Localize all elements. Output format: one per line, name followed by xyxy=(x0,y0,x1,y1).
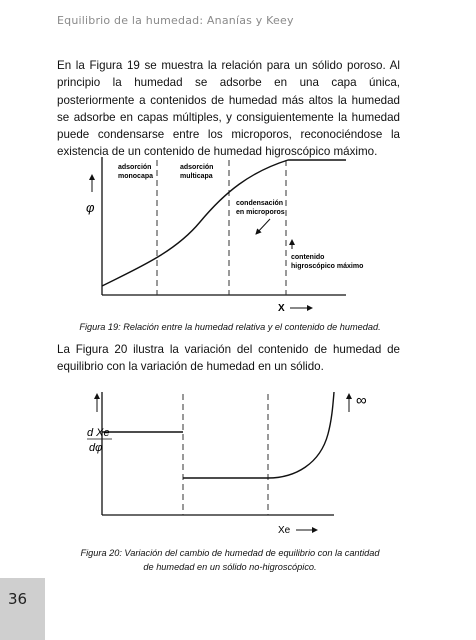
figure-20-caption-line-1: Figura 20: Variación del cambio de humedad de equilibrio con la cantidad xyxy=(80,548,380,558)
fig20-x-label: Xe xyxy=(278,525,291,536)
fig19-label-monolayer-2: monocapa xyxy=(118,173,154,180)
fig20-y-label-denominator: dφ xyxy=(89,442,103,454)
figure-19-caption: Figura 19: Relación entre la humedad relativa y el contenido de humedad. xyxy=(79,322,381,332)
figure-20-diagram xyxy=(80,384,380,544)
figure-19-diagram xyxy=(80,152,370,314)
fig19-label-multilayer-1: adsorción xyxy=(180,164,214,171)
fig19-label-multilayer-2: multicapa xyxy=(180,173,213,180)
fig20-y-label-numerator: d Xe xyxy=(87,427,110,439)
fig19-y-label: φ xyxy=(86,200,95,215)
figure-20-caption xyxy=(50,546,410,574)
fig19-label-hygro-2: higroscópico máximo xyxy=(291,263,364,270)
fig20-curve-segment-3 xyxy=(268,392,334,478)
fig19-label-hygro-1: contenido xyxy=(291,254,325,261)
page-number-tab xyxy=(0,578,45,640)
page-number: 36 xyxy=(8,590,28,608)
paragraph-figure-20-intro: La Figura 20 ilustra la variación del contenido de humedad de equilibrio con la variación de humedad en un sólido. xyxy=(57,343,400,374)
fig19-condensation-pointer-icon xyxy=(256,219,270,234)
fig20-infinity-label: ∞ xyxy=(356,392,367,409)
figure-20-caption-line-2: de humedad en un sólido no-higroscópico. xyxy=(143,562,317,572)
fig19-x-label: X xyxy=(278,303,285,314)
paragraph-figure-19-intro: En la Figura 19 se muestra la relación para un sólido poroso. Al principio la humedad se adsorbe en una capa única, posteriormente a contenidos de humedad más altos la humedad se adsorbe en capas múltiples, y consiguientemente la humedad puede condensarse entre los microporos, reconociéndose la existencia de un contenido de humedad higroscópico máximo. xyxy=(57,59,400,159)
fig19-label-condensation-1: condensación xyxy=(236,200,284,207)
fig19-label-monolayer-1: adsorción xyxy=(118,164,152,171)
fig19-label-condensation-2: en microporos xyxy=(236,209,285,216)
running-header: Equilibrio de la humedad: Ananías y Keey xyxy=(57,14,294,27)
